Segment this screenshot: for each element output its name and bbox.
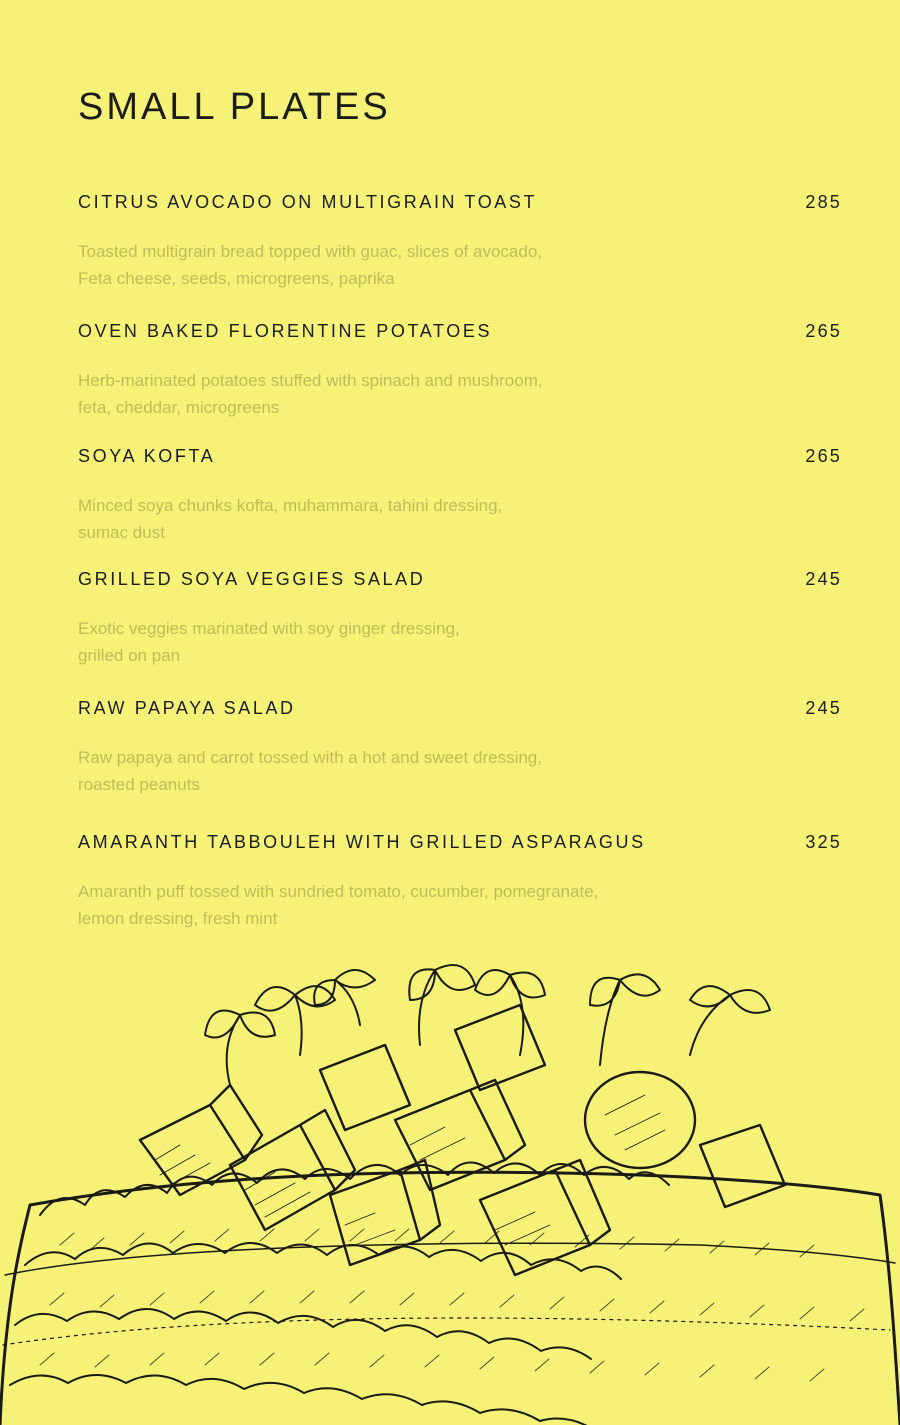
menu-item-description-line: Feta cheese, seeds, microgreens, paprika (78, 269, 395, 288)
menu-item-header (78, 832, 842, 856)
menu-item-description-line: Toasted multigrain bread topped with guac, slices of avocado, (78, 242, 542, 261)
menu-item-description-line: grilled on pan (78, 646, 181, 665)
menu-item-header (78, 698, 842, 722)
menu-item-description (78, 744, 698, 798)
toast-slice (0, 1172, 900, 1425)
menu-item (78, 321, 842, 421)
menu-item-header (78, 192, 842, 216)
menu-item-header (78, 446, 842, 470)
menu-item-price: 245 (805, 698, 842, 718)
menu-item-description-line: feta, cheddar, microgreens (78, 398, 280, 417)
menu-item (78, 832, 842, 932)
menu-item-description (78, 878, 698, 932)
menu-item-description-line: Herb-marinated potatoes stuffed with spinach and mushroom, (78, 371, 543, 390)
microgreen-sprout (205, 1011, 275, 1086)
menu-item-description (78, 367, 698, 421)
section-title: SMALL PLATES (78, 86, 391, 128)
menu-item-name: CITRUS AVOCADO ON MULTIGRAIN TOAST (78, 192, 538, 212)
menu-item-description-line: roasted peanuts (78, 775, 200, 794)
menu-item-description-line: Exotic veggies marinated with soy ginger dressing, (78, 619, 460, 638)
menu-item-description (78, 615, 698, 669)
menu-item-description-line: sumac dust (78, 523, 165, 542)
menu-item-price: 285 (805, 192, 842, 212)
menu-item-name: GRILLED SOYA VEGGIES SALAD (78, 569, 426, 589)
menu-item-name: AMARANTH TABBOULEH WITH GRILLED ASPARAGUS (78, 832, 646, 852)
menu-item-name: SOYA KOFTA (78, 446, 216, 466)
menu-item (78, 446, 842, 546)
menu-item-name: RAW PAPAYA SALAD (78, 698, 296, 718)
menu-item (78, 698, 842, 798)
menu-item-description-line: Raw papaya and carrot tossed with a hot and sweet dressing, (78, 748, 542, 767)
menu-item-price: 265 (805, 446, 842, 466)
menu-item-price: 265 (805, 321, 842, 341)
menu-item-price: 325 (805, 832, 842, 852)
menu-item-description (78, 238, 698, 292)
avocado-toast-sketch-icon (0, 945, 900, 1425)
menu-item-name: OVEN BAKED FLORENTINE POTATOES (78, 321, 493, 341)
menu-item-header (78, 321, 842, 345)
menu-item-description-line: lemon dressing, fresh mint (78, 909, 278, 928)
menu-item-description-line: Minced soya chunks kofta, muhammara, tahini dressing, (78, 496, 503, 515)
menu-item (78, 192, 842, 292)
menu-item (78, 569, 842, 669)
menu-item-description-line: Amaranth puff tossed with sundried tomato, cucumber, pomegranate, (78, 882, 599, 901)
menu-item-price: 245 (805, 569, 842, 589)
menu-item-header (78, 569, 842, 593)
menu-item-description (78, 492, 698, 546)
